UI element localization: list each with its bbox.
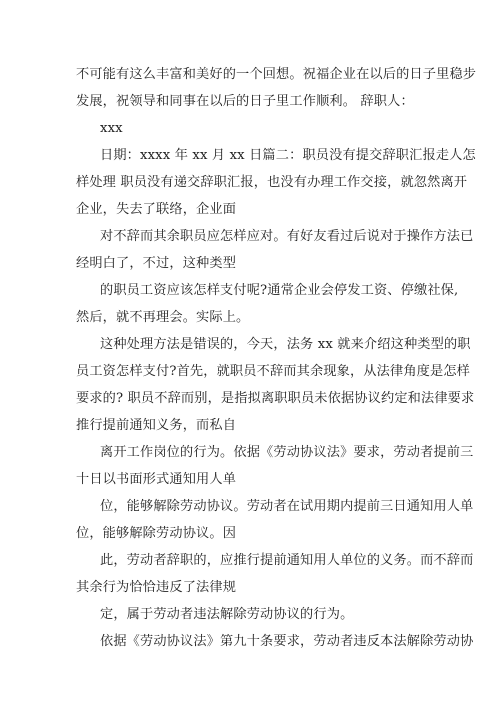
text-line-11: 这种处理方法是错误的，今天，法务 xx 就来介绍这种类型的职 — [100, 337, 471, 352]
text-line-9: 的职员工资应该怎样支付呢?通常企业会停发工资、停缴社保, — [100, 283, 459, 298]
text-line-17: 位，能够解除劳动协议。劳动者在试用期内提前三日通知用人单 — [100, 499, 474, 514]
text-line-5: 样处理 职员没有递交辞职汇报，也没有办理工作交接，就忽然离开 — [76, 175, 468, 190]
text-line-12: 员工资怎样支付?首先，就职员不辞而其余现象，从法律角度是怎样 — [76, 364, 471, 379]
text-line-2: 发展，祝领导和同事在以后的日子里工作顺利。 辞职人： — [76, 94, 414, 109]
text-line-15: 离开工作岗位的行为。依据《劳动协议法》要求，劳动者提前三 — [100, 445, 474, 460]
text-line-7: 对不辞而其余职员应怎样应对。有好友看过后说对于操作方法已 — [100, 229, 474, 244]
text-line-6: 企业，失去了联络，企业面 — [76, 202, 237, 217]
text-line-19: 此，劳动者辞职的，应推行提前通知用人单位的义务。而不辞而 — [100, 553, 474, 568]
text-line-1: 不可能有这么丰富和美好的一个回想。祝福企业在以后的日子里稳步 — [76, 67, 477, 82]
text-line-20: 其余行为恰恰违反了法律规 — [76, 580, 237, 595]
text-line-8: 经明白了，不过，这种类型 — [76, 256, 237, 271]
text-line-10: 然后，就不再理会。实际上。 — [76, 310, 250, 325]
text-line-14: 推行提前通知义务，而私自 — [76, 418, 237, 433]
text-line-22: 依据《劳动协议法》第九十条要求，劳动者违反本法解除劳动协 — [100, 634, 474, 649]
text-line-21: 定，属于劳动者违法解除劳动协议的行为。 — [100, 607, 354, 622]
text-line-4: 日期：xxxx 年 xx 月 xx 日篇二：职员没有提交辞职汇报走人怎 — [100, 148, 476, 163]
text-line-3: xxx — [100, 121, 123, 136]
text-line-13: 要求的? 职员不辞而别，是指拟离职职员未依据协议约定和法律要求 — [76, 391, 475, 406]
text-line-16: 十日以书面形式通知用人单 — [76, 472, 237, 487]
text-line-18: 位，能够解除劳动协议。因 — [76, 526, 237, 541]
